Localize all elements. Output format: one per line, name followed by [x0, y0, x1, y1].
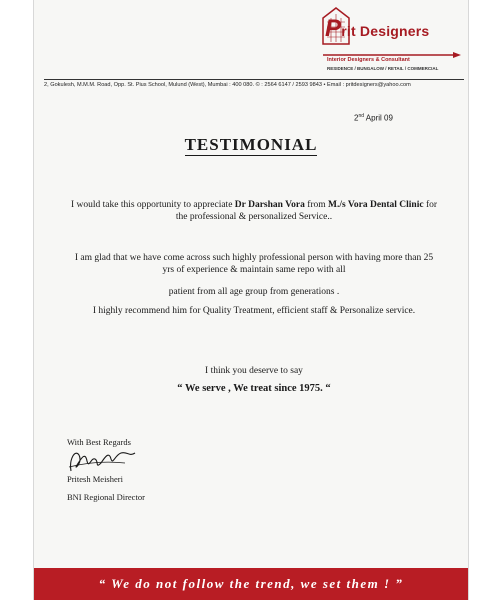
- letter-page: [33, 0, 469, 600]
- quoted-motto: “ We serve , We treat since 1975. “: [177, 383, 331, 394]
- footer-slogan: “ We do not follow the trend, we set them ! ”: [98, 576, 404, 591]
- company-logo: [321, 6, 461, 78]
- signer-designation: BNI Regional Director: [67, 492, 145, 502]
- letter-title: TESTIMONIAL: [184, 135, 318, 154]
- paragraph-deserve: I think you deserve to say: [205, 366, 303, 376]
- company-address: 2, Gokulesh, M.M.M. Road, Opp. St. Pius School, Mulund (West), Mumbai : 400 080. © : 2564 6147 / 2593 9843 • Email : pritdesigners@yahoo.com: [44, 82, 411, 88]
- paragraph-appreciation: I would take this opportunity to appreciate Dr Darshan Vora from M./s Vora Dental Clinic for the professional & personalized Service..: [70, 200, 438, 222]
- company-name: Prit Designers: [325, 15, 430, 42]
- company-tagline: Interior Designers & Consultant: [327, 57, 410, 63]
- signer-name: Pritesh Meisheri: [67, 474, 123, 484]
- footer-banner: [34, 568, 468, 600]
- company-services: RESIDENCE / BUNGALOW / RETAIL / COMMERCIAL: [327, 66, 439, 71]
- closing-salutation: With Best Regards: [67, 437, 131, 447]
- paragraph-experience: I am glad that we have come across such highly professional person with having more than 25 yrs of experience & maintain same repo with all: [74, 253, 434, 275]
- paragraph-recommendation: I highly recommend him for Quality Treatment, efficient staff & Personalize service.: [92, 306, 416, 316]
- handwritten-signature: [65, 441, 145, 477]
- letter-date: 2nd April 09: [354, 113, 393, 123]
- paragraph-patients: patient from all age group from generations .: [168, 287, 340, 297]
- header-divider: [44, 79, 464, 80]
